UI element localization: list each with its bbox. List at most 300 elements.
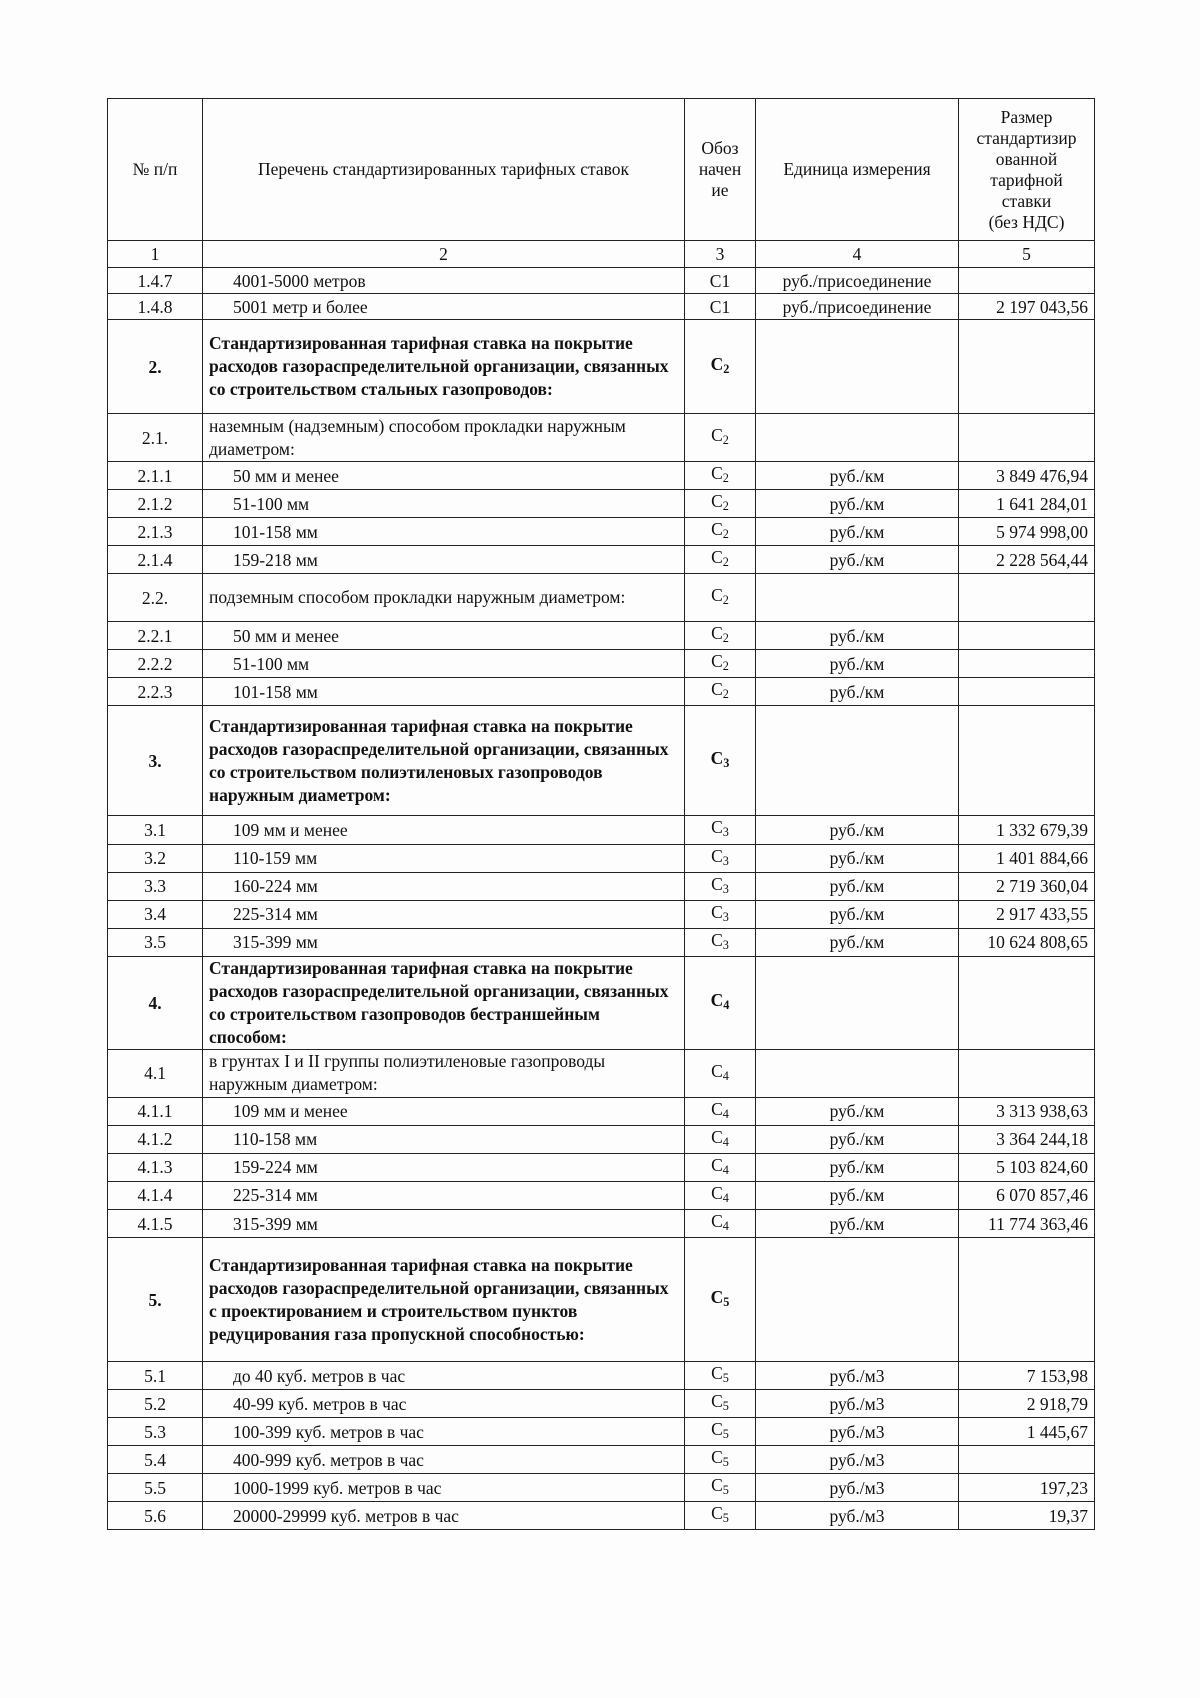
row-number: 2.2. — [108, 574, 203, 622]
row-value — [959, 1049, 1095, 1097]
header-value-line: Размер — [1000, 106, 1053, 127]
table-row — [108, 900, 1095, 928]
row-unit: руб./км — [756, 650, 959, 678]
table-row — [108, 1049, 1095, 1097]
row-code — [685, 518, 756, 546]
row-unit — [756, 414, 959, 462]
header-value-line: ставки — [1001, 190, 1052, 211]
header-num: № п/п — [108, 99, 203, 241]
header-value-line: (без НДС) — [988, 211, 1065, 232]
row-code — [685, 1390, 756, 1418]
code-subscript: 5 — [723, 1295, 730, 1310]
code-letter: C — [711, 623, 723, 644]
code-subscript: 5 — [722, 1455, 729, 1470]
row-unit: руб./км — [756, 900, 959, 928]
row-unit: руб./м3 — [756, 1446, 959, 1474]
row-value — [959, 678, 1095, 706]
row-code — [685, 320, 756, 414]
code-symbol — [711, 584, 729, 611]
row-description: 50 мм и менее — [203, 622, 685, 650]
row-unit: руб./м3 — [756, 1474, 959, 1502]
row-unit — [756, 1049, 959, 1097]
code-symbol — [711, 546, 729, 573]
table-row — [108, 414, 1095, 462]
row-description: наземным (надземным) способом прокладки наружным диаметром: — [203, 414, 685, 462]
code-letter: C — [711, 1182, 723, 1203]
row-number: 2.1.2 — [108, 490, 203, 518]
code-symbol — [711, 816, 729, 843]
row-number: 5.3 — [108, 1418, 203, 1446]
row-value: 10 624 808,65 — [959, 928, 1095, 956]
code-subscript: 5 — [722, 1371, 729, 1386]
code-subscript: 4 — [722, 1191, 729, 1205]
row-code — [685, 1153, 756, 1181]
row-unit: руб./км — [756, 1210, 959, 1238]
row-number: 3.4 — [108, 900, 203, 928]
row-code — [685, 268, 756, 294]
row-description: 315-399 мм — [203, 928, 685, 956]
row-code — [685, 706, 756, 816]
row-value: 2 228 564,44 — [959, 546, 1095, 574]
header-value-line: стандартизир — [976, 127, 1077, 148]
row-code — [685, 900, 756, 928]
code-subscript: 4 — [722, 1219, 729, 1234]
header-value-line: ованной — [995, 148, 1058, 169]
code-letter: C — [711, 929, 723, 950]
table-row — [108, 574, 1095, 622]
row-description: 51-100 мм — [203, 650, 685, 678]
code-letter: C — [711, 1391, 723, 1412]
code-subscript: 2 — [723, 362, 730, 377]
row-code — [685, 844, 756, 872]
row-code — [685, 1474, 756, 1502]
row-unit: руб./км — [756, 518, 959, 546]
code-subscript: 5 — [722, 1427, 729, 1442]
row-value — [959, 320, 1095, 414]
code-symbol — [711, 353, 730, 380]
row-value — [959, 650, 1095, 678]
table-row — [108, 1097, 1095, 1125]
row-description: 50 мм и менее — [203, 462, 685, 490]
row-value: 1 641 284,01 — [959, 490, 1095, 518]
row-number: 2. — [108, 320, 203, 414]
row-code — [685, 414, 756, 462]
table-row — [108, 816, 1095, 844]
row-description: Стандартизированная тарифная ставка на покрытие расходов газораспределительной организации, связанных со строительством полиэтиленовых газопроводов наружным диаметром: — [203, 706, 685, 816]
code-subscript: 4 — [722, 1068, 729, 1083]
code-symbol — [711, 845, 729, 872]
code-letter: C — [711, 519, 723, 540]
code-letter: C — [711, 651, 723, 672]
row-unit — [756, 574, 959, 622]
table-row — [108, 1210, 1095, 1238]
row-description: в грунтах I и II группы полиэтиленовые газопроводы наружным диаметром: — [203, 1049, 685, 1097]
row-value — [959, 268, 1095, 294]
row-description: 1000-1999 куб. метров в час — [203, 1474, 685, 1502]
row-unit: руб./км — [756, 928, 959, 956]
row-description: 109 мм и менее — [203, 816, 685, 844]
table-row — [108, 518, 1095, 546]
header-code-line: ие — [711, 180, 729, 200]
table-row — [108, 872, 1095, 900]
code-subscript: 4 — [722, 1106, 729, 1121]
row-description: 101-158 мм — [203, 518, 685, 546]
code-symbol — [711, 462, 729, 489]
table-row — [108, 1125, 1095, 1153]
row-code — [685, 1210, 756, 1238]
row-code — [685, 1362, 756, 1390]
row-number: 2.1. — [108, 414, 203, 462]
code-letter: C — [709, 296, 722, 317]
row-description: 109 мм и менее — [203, 1097, 685, 1125]
code-subscript: 2 — [722, 527, 729, 542]
table-row — [108, 546, 1095, 574]
row-description: 160-224 мм — [203, 872, 685, 900]
row-value: 5 974 998,00 — [959, 518, 1095, 546]
table-row — [108, 844, 1095, 872]
row-code — [685, 574, 756, 622]
row-value: 1 332 679,39 — [959, 816, 1095, 844]
row-unit: руб./км — [756, 844, 959, 872]
code-letter: C — [709, 270, 722, 291]
row-code — [685, 546, 756, 574]
row-number: 4. — [108, 956, 203, 1049]
row-code — [685, 622, 756, 650]
row-value: 7 153,98 — [959, 1362, 1095, 1390]
code-subscript: 2 — [722, 555, 729, 570]
code-letter: C — [711, 845, 723, 866]
row-description: 159-218 мм — [203, 546, 685, 574]
code-letter: C — [710, 1287, 724, 1308]
header-value — [959, 99, 1095, 241]
code-symbol — [710, 270, 730, 292]
code-letter: C — [711, 1154, 723, 1175]
code-subscript: 5 — [722, 1483, 729, 1498]
row-code — [685, 1238, 756, 1362]
table-row — [108, 320, 1095, 414]
table-row — [108, 622, 1095, 650]
row-description: 5001 метр и более — [203, 294, 685, 320]
row-value: 3 313 938,63 — [959, 1097, 1095, 1125]
tariff-table — [107, 98, 1095, 1530]
row-unit: руб./м3 — [756, 1418, 959, 1446]
code-subscript: 4 — [722, 1134, 729, 1149]
row-number: 5.5 — [108, 1474, 203, 1502]
table-row — [108, 1181, 1095, 1209]
code-letter: C — [711, 585, 723, 606]
row-number: 4.1.1 — [108, 1097, 203, 1125]
code-subscript: 5 — [722, 1399, 729, 1414]
column-number: 3 — [685, 241, 756, 268]
code-letter: C — [710, 353, 724, 374]
row-value — [959, 574, 1095, 622]
row-value — [959, 956, 1095, 1049]
row-value: 5 103 824,60 — [959, 1153, 1095, 1181]
row-unit: руб./км — [756, 816, 959, 844]
row-description: Стандартизированная тарифная ставка на покрытие расходов газораспределительной организации, связанных с проектированием и строительством пунктов редуцирования газа пропускной способностью: — [203, 1238, 685, 1362]
row-value: 3 364 244,18 — [959, 1125, 1095, 1153]
code-letter: C — [711, 547, 723, 568]
row-number: 2.1.4 — [108, 546, 203, 574]
row-number: 2.1.3 — [108, 518, 203, 546]
code-subscript: 3 — [722, 881, 729, 896]
code-subscript: 2 — [722, 499, 729, 514]
row-code — [685, 1049, 756, 1097]
code-symbol — [711, 929, 729, 956]
row-code — [685, 956, 756, 1049]
row-code — [685, 1181, 756, 1209]
table-row — [108, 1474, 1095, 1502]
table-row — [108, 1362, 1095, 1390]
code-symbol — [711, 1418, 729, 1445]
code-letter: C — [711, 901, 723, 922]
header-row — [108, 99, 1095, 241]
code-symbol — [710, 296, 730, 318]
row-description: подземным способом прокладки наружным диаметром: — [203, 574, 685, 622]
row-number: 4.1.5 — [108, 1210, 203, 1238]
code-letter: C — [711, 817, 723, 838]
code-subscript: 2 — [722, 471, 729, 486]
row-unit: руб./км — [756, 622, 959, 650]
code-subscript: 2 — [722, 631, 729, 646]
table-row — [108, 1390, 1095, 1418]
row-value: 2 719 360,04 — [959, 872, 1095, 900]
code-subscript: 5 — [722, 1511, 729, 1526]
row-number: 3.2 — [108, 844, 203, 872]
code-letter: C — [711, 1475, 723, 1496]
row-number: 1.4.8 — [108, 294, 203, 320]
row-number: 3.3 — [108, 872, 203, 900]
code-letter: C — [710, 990, 724, 1011]
header-value-line: тарифной — [990, 169, 1063, 190]
header-description: Перечень стандартизированных тарифных ставок — [203, 99, 685, 241]
row-code — [685, 928, 756, 956]
row-value: 1 401 884,66 — [959, 844, 1095, 872]
code-symbol — [711, 1182, 729, 1209]
row-unit — [756, 956, 959, 1049]
row-number: 4.1 — [108, 1049, 203, 1097]
row-unit: руб./км — [756, 1125, 959, 1153]
header-code-line: Обоз — [701, 138, 739, 158]
row-description: 225-314 мм — [203, 1181, 685, 1209]
header-code-line: начен — [698, 159, 742, 179]
code-subscript: 2 — [722, 433, 729, 448]
code-subscript: 1 — [721, 296, 731, 317]
row-description: 400-999 куб. метров в час — [203, 1446, 685, 1474]
row-number: 3.1 — [108, 816, 203, 844]
row-unit: руб./км — [756, 872, 959, 900]
code-subscript: 1 — [721, 270, 731, 291]
row-description: 40-99 куб. метров в час — [203, 1390, 685, 1418]
row-value — [959, 622, 1095, 650]
table-row — [108, 1153, 1095, 1181]
row-unit — [756, 1238, 959, 1362]
code-symbol — [711, 1502, 729, 1529]
row-number: 1.4.7 — [108, 268, 203, 294]
code-letter: C — [711, 679, 723, 700]
row-code — [685, 462, 756, 490]
table-row — [108, 706, 1095, 816]
code-letter: C — [710, 748, 724, 769]
code-symbol — [711, 1210, 729, 1237]
code-symbol — [711, 1126, 729, 1153]
table-row — [108, 294, 1095, 320]
table-row — [108, 678, 1095, 706]
row-unit: руб./м3 — [756, 1502, 959, 1530]
code-symbol — [711, 650, 729, 677]
row-unit: руб./м3 — [756, 1390, 959, 1418]
row-code — [685, 816, 756, 844]
row-unit: руб./км — [756, 1097, 959, 1125]
row-number: 5. — [108, 1238, 203, 1362]
row-code — [685, 1418, 756, 1446]
row-number: 3.5 — [108, 928, 203, 956]
column-number: 5 — [959, 241, 1095, 268]
row-number: 4.1.3 — [108, 1153, 203, 1181]
row-value: 11 774 363,46 — [959, 1210, 1095, 1238]
row-unit — [756, 320, 959, 414]
column-number: 4 — [756, 241, 959, 268]
table-row — [108, 462, 1095, 490]
code-symbol — [711, 747, 730, 774]
code-symbol — [711, 424, 729, 451]
code-subscript: 3 — [722, 937, 729, 952]
row-unit: руб./км — [756, 546, 959, 574]
table-row — [108, 1502, 1095, 1530]
code-symbol — [711, 1474, 729, 1501]
row-code — [685, 490, 756, 518]
row-code — [685, 294, 756, 320]
code-letter: C — [711, 1060, 723, 1081]
table-row — [108, 928, 1095, 956]
row-number: 2.1.1 — [108, 462, 203, 490]
code-letter: C — [711, 1211, 723, 1231]
row-value — [959, 1446, 1095, 1474]
row-description: до 40 куб. метров в час — [203, 1362, 685, 1390]
row-unit: руб./м3 — [756, 1362, 959, 1390]
code-letter: C — [711, 873, 723, 894]
table-row — [108, 1446, 1095, 1474]
code-symbol — [711, 490, 729, 517]
row-value: 2 197 043,56 — [959, 294, 1095, 320]
row-code — [685, 1125, 756, 1153]
row-code — [685, 1097, 756, 1125]
row-unit — [756, 706, 959, 816]
row-description: 4001-5000 метров — [203, 268, 685, 294]
row-unit: руб./км — [756, 1181, 959, 1209]
code-symbol — [711, 1154, 729, 1181]
row-number: 5.2 — [108, 1390, 203, 1418]
row-number: 5.4 — [108, 1446, 203, 1474]
table-row — [108, 1238, 1095, 1362]
row-value — [959, 414, 1095, 462]
row-unit: руб./км — [756, 678, 959, 706]
table-body — [108, 268, 1095, 1530]
row-code — [685, 872, 756, 900]
row-value: 3 849 476,94 — [959, 462, 1095, 490]
row-number: 2.2.2 — [108, 650, 203, 678]
code-subscript: 2 — [722, 687, 729, 702]
row-code — [685, 650, 756, 678]
code-letter: C — [711, 424, 723, 445]
code-subscript: 4 — [723, 998, 730, 1013]
code-letter: C — [711, 1419, 723, 1440]
table-row — [108, 268, 1095, 294]
row-number: 2.2.1 — [108, 622, 203, 650]
code-letter: C — [711, 1098, 723, 1119]
code-symbol — [711, 1362, 729, 1389]
row-description: 101-158 мм — [203, 678, 685, 706]
row-unit: руб./км — [756, 1153, 959, 1181]
row-value: 1 445,67 — [959, 1418, 1095, 1446]
row-value: 2 918,79 — [959, 1390, 1095, 1418]
code-letter: C — [711, 1126, 723, 1147]
row-description: Стандартизированная тарифная ставка на покрытие расходов газораспределительной организации, связанных со строительством стальных газопроводов: — [203, 320, 685, 414]
row-number: 4.1.2 — [108, 1125, 203, 1153]
table-row — [108, 1418, 1095, 1446]
row-value: 19,37 — [959, 1502, 1095, 1530]
table-row — [108, 650, 1095, 678]
code-letter: C — [711, 491, 723, 512]
row-value: 6 070 857,46 — [959, 1181, 1095, 1209]
code-symbol — [711, 1098, 729, 1125]
code-symbol — [711, 1060, 729, 1087]
row-code — [685, 1502, 756, 1530]
code-subscript: 3 — [722, 853, 729, 868]
code-subscript: 3 — [723, 756, 730, 771]
code-subscript: 2 — [722, 659, 729, 674]
code-subscript: 4 — [722, 1162, 729, 1177]
header-code — [685, 99, 756, 241]
row-description: Стандартизированная тарифная ставка на покрытие расходов газораспределительной организации, связанных со строительством газопроводов бестраншейным способом: — [203, 956, 685, 1049]
code-symbol — [711, 873, 729, 900]
header-unit: Единица измерения — [756, 99, 959, 241]
code-subscript: 3 — [722, 825, 729, 840]
column-number-row — [108, 241, 1095, 268]
row-unit: руб./км — [756, 490, 959, 518]
row-value — [959, 1238, 1095, 1362]
row-description: 225-314 мм — [203, 900, 685, 928]
code-symbol — [711, 901, 729, 928]
row-description: 315-399 мм — [203, 1210, 685, 1238]
row-number: 5.1 — [108, 1362, 203, 1390]
table-row — [108, 956, 1095, 1049]
row-value: 2 917 433,55 — [959, 900, 1095, 928]
code-symbol — [711, 678, 729, 705]
code-letter: C — [711, 1503, 723, 1524]
row-description: 159-224 мм — [203, 1153, 685, 1181]
code-subscript: 2 — [722, 593, 729, 608]
code-letter: C — [711, 1363, 723, 1384]
row-unit: руб./присоединение — [756, 294, 959, 320]
code-letter: C — [711, 463, 723, 483]
code-symbol — [711, 989, 730, 1016]
row-description: 20000-29999 куб. метров в час — [203, 1502, 685, 1530]
row-code — [685, 678, 756, 706]
row-description: 110-158 мм — [203, 1125, 685, 1153]
column-number: 1 — [108, 241, 203, 268]
code-letter: C — [711, 1447, 723, 1468]
table-row — [108, 490, 1095, 518]
code-symbol — [711, 622, 729, 649]
row-number: 2.2.3 — [108, 678, 203, 706]
row-unit: руб./присоединение — [756, 268, 959, 294]
code-symbol — [711, 1286, 730, 1313]
row-number: 4.1.4 — [108, 1181, 203, 1209]
row-number: 3. — [108, 706, 203, 816]
row-value — [959, 706, 1095, 816]
code-symbol — [711, 518, 729, 545]
